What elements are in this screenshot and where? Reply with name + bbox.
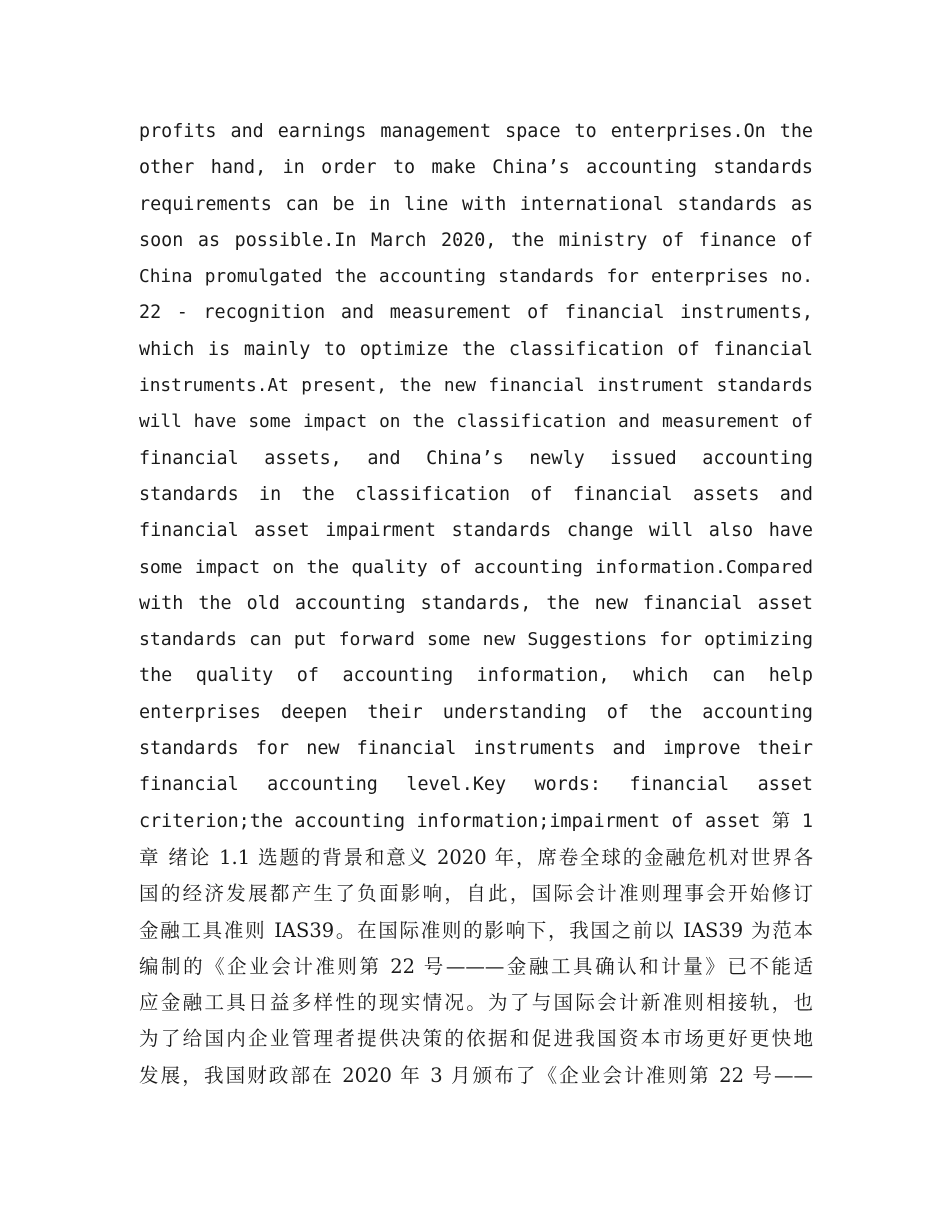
text-line: China promulgated the accounting standards for enterprises no. [139,266,813,288]
text-line: standards for new financial instruments and improve their [139,738,813,760]
text-line: 编制的《企业会计准则第 22 号———金融工具确认和计量》已不能适 [139,954,813,978]
text-line: 章 绪论 1.1 选题的背景和意义 2020 年，席卷全球的金融危机对世界各 [139,845,813,869]
text-line: 金融工具准则 IAS39。在国际准则的影响下，我国之前以 IAS39 为范本 [139,918,813,942]
text-line: financial assets, and China’s newly issued accounting [139,447,813,469]
text-line: standards can put forward some new Suggestions for optimizing [139,629,813,651]
text-line: 发展，我国财政部在 2020 年 3 月颁布了《企业会计准则第 22 号—— [139,1063,813,1087]
text-line: enterprises deepen their understanding of the accounting [139,701,813,723]
text-line: financial accounting level.Key words: financial asset [139,774,813,796]
text-line: some impact on the quality of accounting information.Compared [139,556,813,578]
text-line: instruments.At present, the new financial instrument standards [139,375,813,397]
text-line: will have some impact on the classification and measurement of [139,411,813,433]
text-line: 为了给国内企业管理者提供决策的依据和促进我国资本市场更好更快地 [139,1027,813,1051]
text-line: 国的经济发展都产生了负面影响，自此，国际会计准则理事会开始修订 [139,882,813,906]
text-line: the quality of accounting information, which can help [139,665,813,687]
text-line: which is mainly to optimize the classification of financial [139,338,813,360]
text-line: requirements can be in line with international standards as [139,193,813,215]
text-line: criterion;the accounting information;impairment of asset 第 1 [139,810,813,832]
body-text [139,114,813,1094]
text-line: 22 - recognition and measurement of financial instruments, [139,302,813,324]
text-line: profits and earnings management space to enterprises.On the [139,121,813,142]
text-line: 应金融工具日益多样性的现实情况。为了与国际会计新准则相接轨，也 [139,991,813,1015]
text-line: soon as possible.In March 2020, the ministry of finance of [139,229,813,251]
text-line: standards in the classification of financial assets and [139,483,813,505]
text-line: financial asset impairment standards change will also have [139,520,813,542]
text-line: other hand, in order to make China’s accounting standards [139,157,813,179]
text-line: with the old accounting standards, the new financial asset [139,592,813,614]
